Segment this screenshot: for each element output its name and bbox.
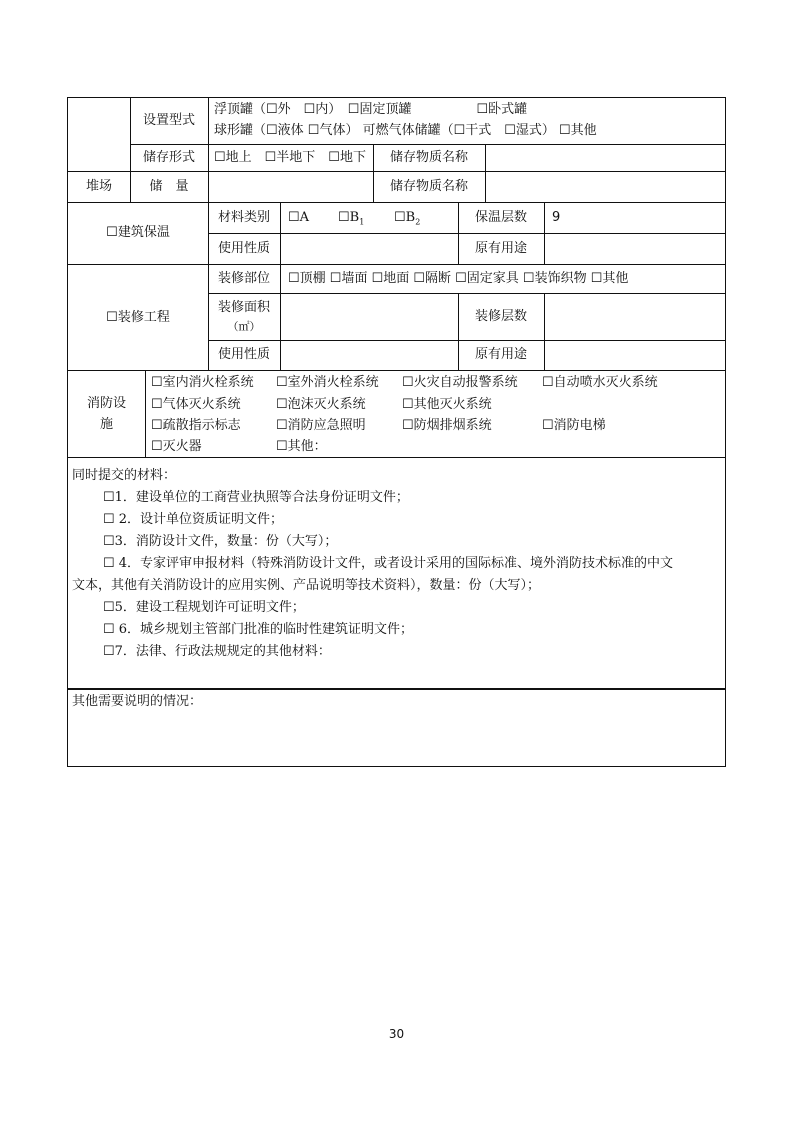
insulation-layers-label: 保温层数 bbox=[474, 210, 527, 225]
decoration-area-field[interactable] bbox=[281, 294, 458, 340]
material-item-4-continued: 文本，其他有关消防设计的应用实例、产品说明等技术资料），数量：份（大写）； bbox=[72, 578, 541, 593]
decoration-usage-label: 使用性质 bbox=[217, 347, 270, 362]
material-class-b1[interactable]: $☐B_1$ bbox=[338, 210, 365, 227]
tank-material-name-label: 储存物质名称 bbox=[389, 150, 468, 165]
insulation-usage-field[interactable] bbox=[281, 234, 458, 264]
option-fire-elevator[interactable]: ☐消防电梯 bbox=[542, 418, 606, 433]
material-item-2[interactable]: ☐ 2．设计单位资质证明文件； bbox=[103, 512, 284, 527]
decoration-original-use-field[interactable] bbox=[545, 341, 725, 370]
storage-form-options[interactable]: ☐地上 ☐半地下 ☐地下 bbox=[214, 150, 366, 165]
decoration-works-checkbox[interactable]: ☐装修工程 bbox=[106, 310, 170, 325]
other-notes-title: 其他需要说明的情况： bbox=[72, 694, 203, 709]
material-class-b2[interactable]: $☐B_2$ bbox=[394, 210, 421, 227]
storage-amount-field[interactable] bbox=[209, 172, 373, 202]
decoration-original-use-label: 原有用途 bbox=[474, 347, 527, 362]
option-emergency-lighting[interactable]: ☐消防应急照明 bbox=[276, 418, 366, 433]
material-item-3[interactable]: ☐3．消防设计文件，数量：份（大写）； bbox=[103, 534, 338, 549]
material-item-6[interactable]: ☐ 6．城乡规划主管部门批准的临时性建筑证明文件； bbox=[103, 622, 414, 637]
decoration-floors-label: 装修层数 bbox=[474, 309, 527, 324]
fire-facilities-label-line1: 消防设 bbox=[86, 396, 126, 411]
materials-list bbox=[72, 465, 722, 663]
option-evacuation-signs[interactable]: ☐疏散指示标志 bbox=[151, 418, 241, 433]
tank-material-name-field[interactable] bbox=[486, 145, 725, 171]
option-fire-alarm[interactable]: ☐火灾自动报警系统 bbox=[402, 375, 518, 390]
decoration-area-label: 装修面积 bbox=[217, 300, 270, 315]
material-item-1[interactable]: ☐1．建设单位的工商营业执照等合法身份证明文件； bbox=[103, 490, 409, 505]
insulation-layers-value[interactable]: 9 bbox=[552, 210, 561, 225]
decoration-parts-label: 装修部位 bbox=[217, 271, 270, 286]
option-indoor-hydrant[interactable]: ☐室内消火栓系统 bbox=[151, 375, 254, 390]
insulation-original-use-label: 原有用途 bbox=[474, 241, 527, 256]
option-gas-extinguishing[interactable]: ☐气体灭火系统 bbox=[151, 397, 241, 412]
option-outdoor-hydrant[interactable]: ☐室外消火栓系统 bbox=[276, 375, 379, 390]
material-item-4[interactable]: ☐ 4．专家评审申报材料（特殊消防设计文件，或者设计采用的国际标准、境外消防技术标准的中文 bbox=[103, 556, 674, 571]
materials-title: 同时提交的材料： bbox=[72, 468, 177, 483]
setup-type-options-line1[interactable]: 浮顶罐（☐外 ☐内） ☐固定顶罐 ☐卧式罐 bbox=[214, 102, 528, 117]
material-item-7[interactable]: ☐7．法律、行政法规规定的其他材料： bbox=[103, 644, 331, 659]
yard-material-name-label: 储存物质名称 bbox=[389, 179, 468, 194]
storage-amount-label: 储 量 bbox=[149, 179, 189, 194]
storage-form-label: 储存形式 bbox=[142, 150, 195, 165]
option-other-extinguishing[interactable]: ☐其他灭火系统 bbox=[402, 397, 492, 412]
decoration-area-unit: （㎡） bbox=[227, 320, 261, 333]
decoration-parts-options[interactable]: ☐顶棚 ☐墙面 ☐地面 ☐隔断 ☐固定家具 ☐装饰织物 ☐其他 bbox=[288, 271, 629, 286]
material-class-label: 材料类别 bbox=[217, 210, 270, 225]
option-foam-extinguishing[interactable]: ☐泡沫灭火系统 bbox=[276, 397, 366, 412]
option-other-facility[interactable]: ☐其他： bbox=[276, 439, 327, 454]
option-extinguisher[interactable]: ☐灭火器 bbox=[151, 439, 202, 454]
page-number: 30 bbox=[388, 1027, 405, 1041]
option-smoke-control[interactable]: ☐防烟排烟系统 bbox=[402, 418, 492, 433]
setup-type-label: 设置型式 bbox=[142, 113, 195, 128]
yard-material-name-field[interactable] bbox=[486, 172, 725, 202]
setup-type-options-line2[interactable]: 球形罐（☐液体 ☐气体） 可燃气体储罐（☐干式 ☐湿式） ☐其他 bbox=[214, 123, 597, 138]
decoration-usage-field[interactable] bbox=[281, 341, 458, 370]
material-class-a[interactable]: ☐A bbox=[288, 210, 310, 225]
option-sprinkler[interactable]: ☐自动喷水灭火系统 bbox=[542, 375, 658, 390]
other-notes-section[interactable] bbox=[67, 688, 726, 767]
decoration-floors-field[interactable] bbox=[545, 294, 725, 340]
material-item-5[interactable]: ☐5．建设工程规划许可证明文件； bbox=[103, 600, 305, 615]
yard-label: 堆场 bbox=[85, 179, 112, 194]
building-insulation-checkbox[interactable]: ☐建筑保温 bbox=[106, 225, 170, 240]
insulation-usage-label: 使用性质 bbox=[217, 241, 270, 256]
submitted-materials-section bbox=[67, 457, 726, 690]
fire-facilities-label-line2: 施 bbox=[99, 417, 113, 432]
application-table bbox=[67, 97, 726, 458]
insulation-original-use-field[interactable] bbox=[545, 234, 725, 264]
